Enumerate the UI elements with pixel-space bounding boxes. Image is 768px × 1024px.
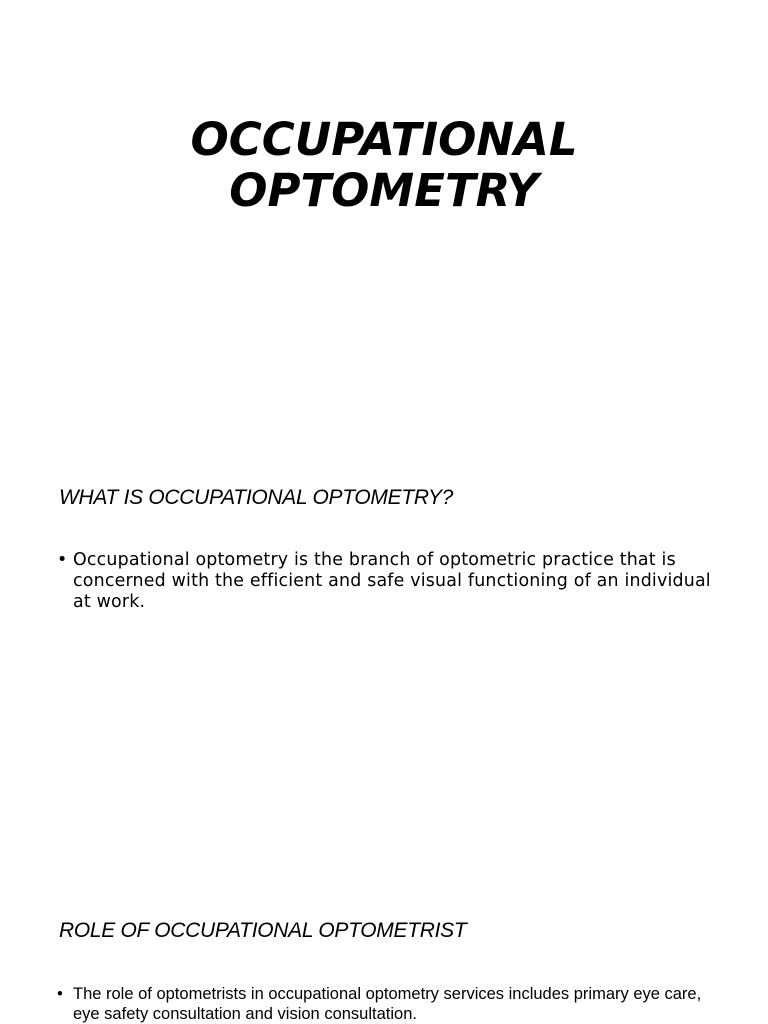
slide-title <box>0 114 768 216</box>
bullet-text: Occupational optometry is the branch of optometric practice that is concerned with the efficient and safe visual functioning of an individual at work. <box>73 550 711 612</box>
bullet-icon: • <box>57 550 68 570</box>
section-what-is-bullet-list <box>57 550 717 613</box>
section-heading-what-is: WHAT IS OCCUPATIONAL OPTOMETRY? <box>59 486 454 509</box>
slide-title-line-1: OCCUPATIONAL <box>190 113 578 166</box>
section-heading-role: ROLE OF OCCUPATIONAL OPTOMETRIST <box>59 919 467 942</box>
bullet-item <box>57 550 717 613</box>
bullet-icon: • <box>57 985 63 1003</box>
section-role-bullet-list <box>57 984 717 1024</box>
slide-title-line-2: OPTOMETRY <box>229 164 539 217</box>
bullet-item <box>57 984 717 1024</box>
bullet-text: The role of optometrists in occupational optometry services includes primary eye care, eye safety consultation and vision consultation. <box>73 985 702 1023</box>
